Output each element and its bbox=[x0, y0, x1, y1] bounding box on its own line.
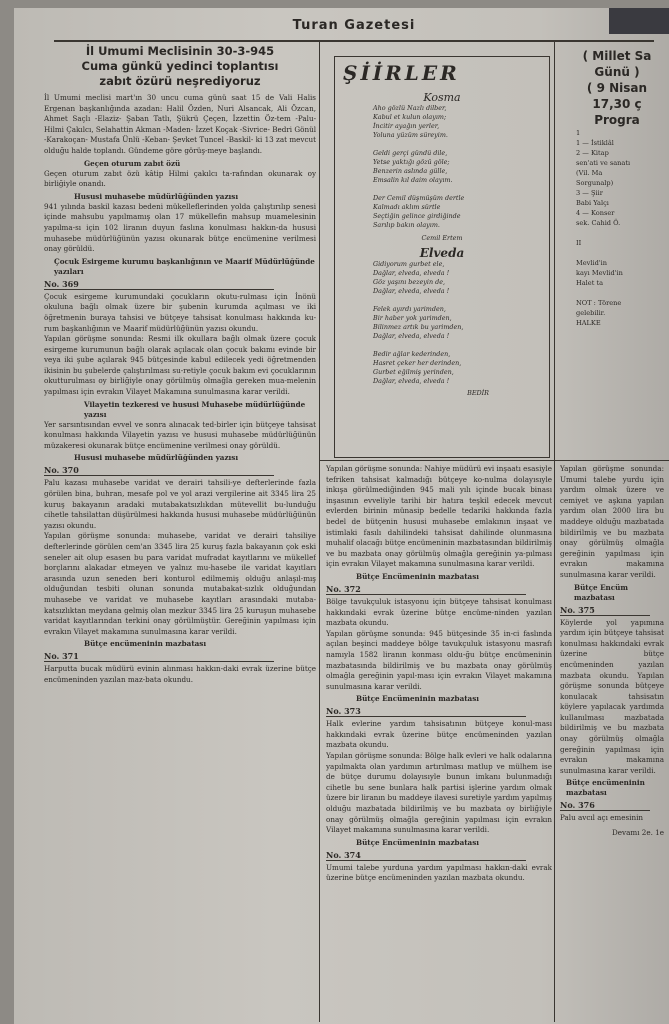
text-line: Geldi gerçi gündü dile, bbox=[373, 149, 448, 157]
section-heading: Hususi muhasebe müdürlüğünden yazısı bbox=[74, 453, 239, 463]
right-column bbox=[560, 464, 664, 1019]
text-line bbox=[335, 296, 549, 305]
decision-number: No. 370 bbox=[44, 465, 274, 476]
decision-number: No. 376 bbox=[560, 800, 650, 811]
section-heading: Bütçe encümeninin mazbatası bbox=[84, 639, 207, 649]
text-line: Seçtiğin gelince girdiğinde bbox=[373, 212, 461, 220]
masthead: Turan Gazetesi bbox=[54, 18, 654, 42]
text-line: 1 — İstiklâl bbox=[576, 139, 614, 147]
text-line: ( Millet Sa bbox=[582, 49, 652, 63]
text-line: İncitir ayağın yerler, bbox=[373, 122, 440, 130]
poem-title: Elveda bbox=[419, 246, 465, 260]
paragraph: Yapılan görüşme sonunda: Nahiye müdürü evi inşaatı esasiyle tefriken tahsisat kalmadığı bütçeye ko-nulma dolayısıyle inkışa görülmediğinden 945 mali yılı içinde bucak binası inşasının evveliyle tarihi bir hatıra teşkil edecek mevcut evlerden birinin münasip bedelle tedariki hakkında fazla bedel de bütçenin hususi muhasebe emlakının inşaat ve istimlaki fasılı dahilindeki tahsisat dahilinde olunmasına muhalif olacağı bütçe encümeninin mazbatasından bildirilmiş ve bu mazbata onay görülmüş olmağla gereğinin ya-pılması için evrakın Vilayet makamına sunulmasına karar verildi. bbox=[326, 464, 552, 569]
text-line: NOT : Törene bbox=[576, 299, 622, 307]
poem-signature: BEDİR bbox=[467, 389, 489, 397]
text-line: Dağlar, elveda, elveda ! bbox=[373, 287, 450, 295]
text-line: kayı Mevlid'in bbox=[576, 269, 623, 277]
paragraph: Yapılan görüşme sonunda: muhasebe, varidat ve derairi tahsiliye defterlerinde görülen cem'an 3345 lira 25 kuruş fazla bakayanın çok eski seneler ait olup esasen bu para varidat mufradat kayıtlarını ve mükellef borçlarını alakadar etmeyen ve yalnız mu-hasebe ile varidat kayıtları arasında uzun seneden beri konturol edilmemiş olduğu anlaşıl-mış olduğundan tesbiti olunan sonunda mutabakat-sızlık olduğundan muhasebe ve varidat ve muhasebe kayıtları arasındaki mutaba-katsızlıktan meydana gelmiş olan mezkur 3345 lira 25 kuruşun muhasebe varidat kayıtlarından terkini onay görülmüştür. Gereğinin yapılması için evrakın Vilayet makamına sunulmasına karar verildi. bbox=[44, 531, 316, 636]
text-line: Felek ayırdı yarimden, bbox=[373, 305, 446, 313]
text-line: Sarılıp bakın olayım. bbox=[373, 221, 440, 229]
intro-paragraph: İl Umumi meclisi mart'ın 30 uncu cuma günü saat 15 de Vali Halis Ergenan başkanlığında azadan: Halil Özden, Nuri Alsancak, Ali Özcan, Ahmet Saçlı -Elaziz- Şaban Tatlı, Şükrü Çeçen, İzzettin Öz-tem -Palu- Hilmi Çakılcı, Selahattin Akman -Maden- İzzet Koçak -Sivrice- Bedri Gönül -Karakoçan- Mustafa Ünlü -Keban- Şevket Tuncel -Baskil- ki 13 zat mevcut olduğu halde toplandı. Gündeme göre görüş-meye başlandı. bbox=[44, 93, 316, 155]
paragraph: Harputta bucak müdürü evinin alınması hakkın-daki evrak üzerine bütçe encümeninden yazılan maz-bata okundu. bbox=[44, 664, 316, 684]
paragraph: Palu kazası muhasebe varidat ve derairi tahsili-ye defterlerinde fazla görülen bina, buhran, mesafe pol ve yol arazi vergilerine ait 3345 lira 25 kuruş bakayanın aradaki mutabakatsızlıkdan mütevellit bu-lunduğu cihetle tahsilattan düşürülmesi hakkında hususi muhasebe müdürlüğünün yazısı okundu. bbox=[44, 478, 316, 530]
paragraph: Bölge tavukçuluk istasyonu için bütçeye tahsisat konulması hakkındaki evrak üzerine bütçe encüme-ninden yazılan mazbata okundu. bbox=[326, 596, 552, 628]
headline-line-1: İl Umumi Meclisinin 30-3-945 bbox=[85, 44, 275, 58]
decision-number: No. 371 bbox=[44, 651, 274, 662]
paragraph: Umumi talebe yurduna yardım yapılması hakkın-daki evrak üzerine bütçe encümeninden yazılan mazbata okundu. bbox=[326, 862, 552, 883]
paragraph: Yapılan görüşme sonunda: Umumi talebe yurdu için yardım olmak üzere ve cemiyet ve aşkına yapılan yardım olan 2000 lira bu maddeye olduğu mazbatada bildirilmiş ve bu mazbata onay görülmüş olmağla gereğinin yapılması için evrakın makamına sunulmasına karar verildi. bbox=[560, 464, 664, 579]
text-line: 17,30 ç bbox=[592, 97, 642, 111]
text-line: HALKE bbox=[576, 319, 601, 327]
paragraph: Çocuk esirgeme kurumundaki çocukların okutu-rulması için İnönü okuluna bağlı olmak üzere bir şubenin kurumda açılması ve iki öğretmenin buraya tahsisi ve bütçeye tahsisat konulması hakkında ku-rum başkanlığının ve Maarif müdürlüğünün yazısı okundu. bbox=[44, 291, 316, 333]
horizontal-rule bbox=[320, 460, 669, 461]
decision-number: No. 374 bbox=[326, 850, 526, 861]
section-heading: Çocuk Esirgeme kurumu başkanlığının ve Maarif Müdürlüğünde yazıları bbox=[54, 256, 315, 276]
decision-number: No. 372 bbox=[326, 584, 526, 595]
text-line: 2 — Kitap bbox=[576, 149, 609, 157]
section-heading: Bütçe Encümeninin mazbatası bbox=[356, 694, 479, 704]
text-line: Göz yaşını bezeyin de, bbox=[373, 278, 446, 286]
left-column bbox=[44, 44, 316, 1022]
text-line: Emsalin kıl daim olayım. bbox=[373, 176, 453, 184]
poem-signature: Cemil Ertem bbox=[421, 234, 463, 242]
text-line: 3 — Şiir bbox=[576, 189, 603, 197]
text-line bbox=[335, 185, 549, 194]
text-line: 1 bbox=[576, 129, 581, 137]
continued-note: Devamı 2e. 1e bbox=[612, 828, 664, 838]
section-heading: Bütçe encümeninin mazbatası bbox=[566, 778, 645, 798]
paragraph: Halk evlerine yardım tahsisatının bütçeye konul-ması hakkındaki evrak üzerine bütçe encümeninden yazılan mazbata okundu. bbox=[326, 719, 552, 750]
text-line: ( 9 Nisan bbox=[586, 81, 648, 95]
text-line bbox=[335, 140, 549, 149]
headline-line-2: Cuma günkü yedinci toplantısı bbox=[81, 59, 279, 73]
text-line: Yetse yaktığı gözü göle; bbox=[373, 158, 450, 166]
poem-box bbox=[334, 56, 550, 458]
decision-number: No. 373 bbox=[326, 706, 526, 717]
text-line: Günü ) bbox=[594, 65, 640, 79]
text-line: Der Cemil düşmüşüm dertle bbox=[373, 194, 465, 202]
text-line: Dağlar, elveda, elveda ! bbox=[373, 332, 450, 340]
program-heading bbox=[562, 48, 669, 128]
text-line: Kabul et kulun olayım; bbox=[373, 113, 447, 121]
section-heading: Bütçe Encüm mazbatası bbox=[574, 582, 628, 602]
text-line: (Vil. Ma bbox=[576, 169, 603, 177]
paragraph: Geçen oturum zabıt özü kâtip Hilmi çakılcı ta-rafından okunarak oy birliğiyle onandı. bbox=[44, 168, 316, 189]
program-box bbox=[562, 48, 669, 328]
text-line: Gurbet eğilmiş yerinden, bbox=[373, 368, 454, 376]
text-line bbox=[562, 228, 669, 238]
text-line: sen'ati ve sanatı bbox=[576, 159, 631, 167]
headline-line-3: zabıt özürü neşrediyoruz bbox=[99, 74, 261, 88]
text-line: gelebilir. bbox=[576, 309, 606, 317]
text-line: Kalmadı aklım sürtle bbox=[373, 203, 441, 211]
decision-number: No. 369 bbox=[44, 279, 274, 290]
text-line: Mevlid'in bbox=[576, 259, 607, 267]
program-items bbox=[562, 128, 669, 328]
text-line: Dağlar, elveda, elveda ! bbox=[373, 377, 450, 385]
paragraph: Palu avcıl açı emesinin bbox=[560, 813, 644, 823]
text-line: Dağlar, elveda, elveda ! bbox=[373, 269, 450, 277]
section-heading: Geçen oturum zabıt özü bbox=[84, 158, 181, 168]
text-line bbox=[335, 341, 549, 350]
section-heading: Bütçe Encümeninin mazbatası bbox=[356, 837, 479, 847]
text-line: Sorgunalp) bbox=[576, 179, 614, 187]
column-divider bbox=[554, 42, 555, 1022]
text-line: Halet ta bbox=[576, 279, 604, 287]
section-heading: Bütçe Encümeninin mazbatası bbox=[356, 571, 479, 581]
text-line: Aho gözlü Nazlı dilber, bbox=[373, 104, 447, 112]
paragraph: Köylerde yol yapımına yardım için bütçeye tahsisat konulması hakkındaki evrak üzerine bütçe encümeninden yazılan mazbata okundu. Yapılan görüşme sonunda bütçeye konulacak tahsisatın köylere yapılacak yardımda kullanılması mazbatada bildirilmiş ve bu mazbata onay görülmüş olmağla gereğinin yapılması için evrakın makamına sunulmasına karar verildi. bbox=[560, 617, 664, 775]
decision-number: No. 375 bbox=[560, 605, 650, 616]
paragraph: Yer sarsıntısından evvel ve sonra alınacak ted-birler için bütçeye tahsisat konulması hakkında Vilayetin yazısı ve hususi muhasebe müdürlüğünün müzakeresi okunarak bütçe encümenine verilmesi onay görüldü. bbox=[44, 419, 316, 450]
newspaper-page bbox=[14, 8, 669, 1024]
text-line: Bedir ağlar kederinden, bbox=[373, 350, 451, 358]
text-line: Yoluna yüzüm süreyim. bbox=[373, 131, 448, 139]
poems-section-title: ŞİİRLER bbox=[343, 61, 460, 85]
text-line: Bir haber yok yarimden, bbox=[373, 314, 452, 322]
poem-title: Kosma bbox=[423, 91, 461, 104]
section-heading: Vilayetin tezkeresi ve hususi Muhasebe müdürlüğünde yazısı bbox=[84, 399, 306, 419]
text-line: Hasret çeker her derinden, bbox=[373, 359, 462, 367]
section-heading: Hususi muhasebe müdürlüğünden yazısı bbox=[74, 191, 239, 201]
middle-column bbox=[326, 464, 552, 1019]
text-line: Progra bbox=[594, 113, 640, 127]
text-line: Gidiyorum gurbet ele, bbox=[373, 260, 445, 268]
text-line: 4 — Konser bbox=[576, 209, 615, 217]
text-line: Bilinmez artık bu yarimden, bbox=[373, 323, 464, 331]
column-divider bbox=[319, 42, 320, 1022]
text-line bbox=[562, 288, 669, 298]
text-line: sek. Cahid Ö. bbox=[576, 219, 621, 227]
paragraph: 941 yılında baskil kazası bedeni mükelleflerinden yolda çalıştırılıp senesi içinde mahsubu yapılmamış olan 17 mükellefin mahsup muamelesinin yapılma-sı için 102 liranın duyun faslına konulması hakkın-da hususi muhasebe müdürlüğünün yazısı okunarak bütçe encümenine verilmesi onay görüldü. bbox=[44, 201, 316, 254]
text-line: Babi Yalçı bbox=[576, 199, 609, 207]
paragraph: Yapılan görüşme sonunda: 945 bütçesinde 35 in-ci faslında açılan beşinci maddeye bölge tavukçuluk istasyonu masrafı namıyla 1582 liranın konması oldu-ğu bütçe encümeninin mazbatasında bildirilmiş ve bu mazbata onay görülmüş olmağla gereğinin yapıl-ması için evrakın Vilayet makamına sunulmasına karar verildi. bbox=[326, 628, 552, 691]
poem-lines bbox=[335, 260, 549, 386]
poem-lines bbox=[335, 104, 549, 230]
paragraph: Yapılan görüşme sonunda: Bölge halk evleri ve halk odalarına yapılmakta olan yardımın artırılması matlup ve mülhem ise de bütçe durumu dolayısıyle bunun imkanı bulunmadığı cihetle bu sene bunlara halk partisi işlerine yardım olmak üzere bir liranın bu maddeye ilavesi suretiyle yardım yapılmış olduğu mazbatada bildirilmiş ve bu mazbata oy birliğiyle onay görülmüş olmağla gereğinin yapılması için evrakın Vilayet makamına sunulmasına karar verildi. bbox=[326, 751, 552, 835]
paragraph: Yapılan görüşme sonunda: Resmi ilk okullara bağlı olmak üzere çocuk esirgeme kurumunun bağlı olarak açılacak olan çocuk bakımı evinde bir veya iki şube açılarak 945 bütçesinde kabul edilecek yedi öğretmenden ikisinin bu şubelerde çalıştırılması su-retiyle çocuk bakım evi çocuklarının okutturulması oy birliğiyle onay görülmüş olmağla gereken mua-melenin yapılması için evrakın Vilayet Makamına sunulmasına karar verildi. bbox=[44, 334, 316, 397]
text-line: Benzerin aslında gülle, bbox=[373, 167, 448, 175]
text-line: II bbox=[576, 239, 582, 247]
text-line bbox=[562, 248, 669, 258]
